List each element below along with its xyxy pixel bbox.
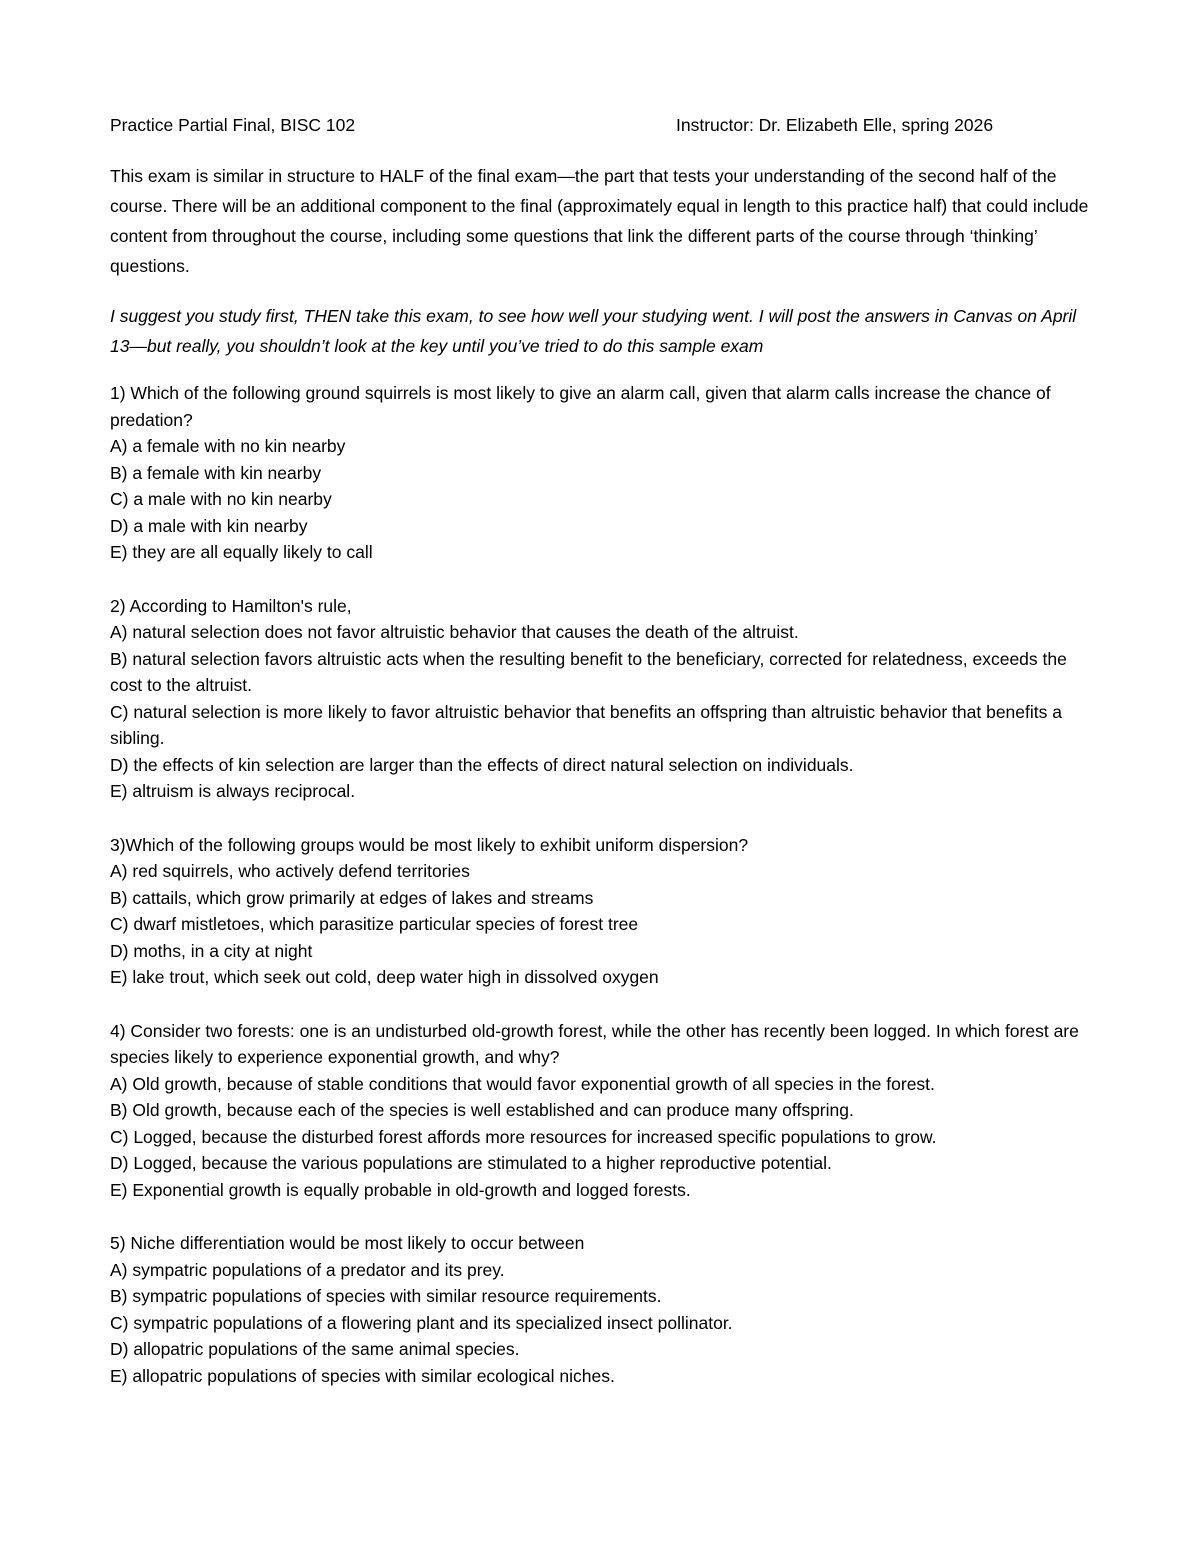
answer-option-d: D) allopatric populations of the same animal species.	[110, 1339, 520, 1359]
answer-option-a: A) red squirrels, who actively defend territories	[110, 861, 470, 881]
answer-option-e: E) lake trout, which seek out cold, deep water high in dissolved oxygen	[110, 967, 659, 987]
question-4	[110, 1018, 1095, 1204]
question-2	[110, 593, 1095, 805]
answer-option-c: C) Logged, because the disturbed forest affords more resources for increased specific populations to grow.	[110, 1126, 937, 1147]
intro-paragraph: This exam is similar in structure to HALF of the final exam—the part that tests your understanding of the second half of the course. There will be an additional component to the final (approximately equal in length to this practice half) that could include content from throughout the course, including some questions that link the different parts of the course through ‘thinking’ questions.	[110, 166, 1089, 276]
answer-option-e: E) they are all equally likely to call	[110, 542, 373, 562]
answer-option-b: B) natural selection favors altruistic acts when the resulting benefit to the beneficiary, corrected for relatedness, exceeds the cost to the altruist.	[110, 648, 1067, 695]
answer-option-c: C) sympatric populations of a flowering plant and its specialized insect pollinator.	[110, 1312, 733, 1333]
answer-option-c: C) natural selection is more likely to favor altruistic behavior that benefits an offspring than altruistic behavior that benefits a sibling.	[110, 701, 1062, 748]
answer-option-b: B) a female with kin nearby	[110, 462, 322, 483]
answer-option-a: A) a female with no kin nearby	[110, 436, 346, 456]
answer-option-b: B) sympatric populations of species with similar resource requirements.	[110, 1286, 662, 1306]
instructor-line: Instructor: Dr. Elizabeth Elle, spring 2026	[676, 115, 994, 135]
answer-option-a: A) Old growth, because of stable conditions that would favor exponential growth of all species in the forest.	[110, 1073, 935, 1094]
question-stem: 3)Which of the following groups would be most likely to exhibit uniform dispersion?	[110, 834, 749, 855]
answer-option-a: A) natural selection does not favor altruistic behavior that causes the death of the altruist.	[110, 622, 799, 642]
exam-page	[110, 112, 1095, 1416]
answer-option-d: D) the effects of kin selection are larger than the effects of direct natural selection on individuals.	[110, 754, 854, 775]
answer-option-c: C) a male with no kin nearby	[110, 489, 332, 509]
answer-option-c: C) dwarf mistletoes, which parasitize particular species of forest tree	[110, 914, 639, 934]
page-header	[110, 112, 1095, 139]
question-5	[110, 1230, 1095, 1389]
question-3	[110, 832, 1095, 991]
exam-title: Practice Partial Final, BISC 102	[110, 115, 356, 135]
answer-option-b: B) cattails, which grow primarily at edges of lakes and streams	[110, 887, 594, 908]
study-note: I suggest you study first, THEN take this exam, to see how well your studying went. I will post the answers in Canvas on April 13—but really, you shouldn’t look at the key until you’ve tried to do this sample exam	[110, 306, 1077, 356]
answer-option-d: D) a male with kin nearby	[110, 515, 308, 536]
answer-option-e: E) Exponential growth is equally probable in old-growth and logged forests.	[110, 1179, 691, 1200]
answer-option-d: D) moths, in a city at night	[110, 940, 313, 961]
answer-option-b: B) Old growth, because each of the species is well established and can produce many offspring.	[110, 1100, 854, 1120]
answer-option-e: E) altruism is always reciprocal.	[110, 781, 356, 801]
question-stem: 2) According to Hamilton's rule,	[110, 595, 352, 616]
question-1	[110, 380, 1095, 566]
question-stem: 1) Which of the following ground squirrels is most likely to give an alarm call, given that alarm calls increase the chance of predation?	[110, 383, 1051, 430]
answer-option-d: D) Logged, because the various populations are stimulated to a higher reproductive potential.	[110, 1153, 832, 1173]
answer-option-a: A) sympatric populations of a predator and its prey.	[110, 1259, 505, 1280]
answer-option-e: E) allopatric populations of species with similar ecological niches.	[110, 1365, 615, 1386]
question-stem: 4) Consider two forests: one is an undisturbed old-growth forest, while the other has recently been logged. In which forest are species likely to experience exponential growth, and why?	[110, 1020, 1079, 1067]
question-stem: 5) Niche differentiation would be most likely to occur between	[110, 1233, 585, 1253]
